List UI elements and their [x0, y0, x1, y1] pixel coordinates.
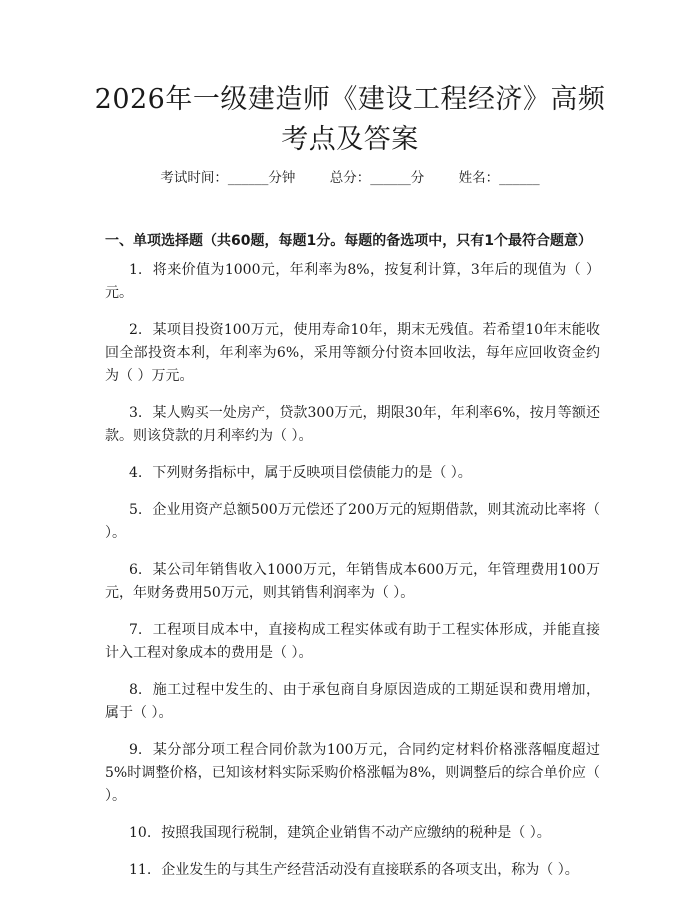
exam-time-label: 考试时间： — [160, 170, 228, 186]
question-text: 工程项目成本中，直接构成工程实体或有助于工程实体形成，并能直接计入工程对象成本的费用是（ ）。 — [105, 622, 600, 661]
question-item — [105, 822, 600, 845]
question-item — [105, 499, 600, 545]
question-item — [105, 859, 600, 882]
question-text: 将来价值为1000元，年利率为8%，按复利计算，3年后的现值为（ ）元。 — [105, 262, 600, 301]
question-number: 9. — [129, 742, 143, 758]
question-number: 2. — [129, 322, 143, 338]
question-item — [105, 319, 600, 388]
document-title: 2026年一级建造师《建设工程经济》高频考点及答案 — [94, 84, 606, 155]
question-number: 11. — [129, 862, 152, 878]
question-number: 1. — [129, 262, 143, 278]
question-number: 8. — [129, 682, 143, 698]
question-text: 某公司年销售收入1000万元，年销售成本600万元，年管理费用100万元，年财务费用50万元，则其销售利润率为（ ）。 — [105, 562, 600, 601]
exam-time-unit: 分钟 — [268, 170, 296, 186]
question-item — [105, 462, 600, 485]
question-text: 某分部分项工程合同价款为100万元，合同约定材料价格涨落幅度超过5%时调整价格，已知该材料实际采购价格涨幅为8%，则调整后的综合单价应（ ）。 — [105, 742, 600, 804]
question-text: 企业发生的与其生产经营活动没有直接联系的各项支出，称为（ ）。 — [161, 862, 579, 878]
question-number: 6. — [129, 562, 143, 578]
question-item — [105, 739, 600, 808]
question-item — [105, 402, 600, 448]
question-item — [105, 679, 600, 725]
question-text: 按照我国现行税制，建筑企业销售不动产应缴纳的税种是（ ）。 — [161, 825, 551, 841]
total-score-unit: 分 — [410, 170, 425, 186]
total-score-blank: ______ — [370, 170, 411, 186]
section-heading: 一、单项选择题（共60题，每题1分。每题的备选项中，只有1个最符合题意） — [105, 233, 592, 249]
student-name-label: 姓名： — [458, 170, 500, 186]
exam-info-line — [0, 168, 700, 188]
question-item — [105, 559, 600, 605]
question-number: 7. — [129, 622, 143, 638]
question-text: 下列财务指标中，属于反映项目偿债能力的是（ ）。 — [152, 465, 472, 481]
question-number: 10. — [129, 825, 152, 841]
question-item — [105, 619, 600, 665]
question-list — [105, 259, 600, 896]
question-number: 5. — [129, 502, 143, 518]
question-text: 某人购买一处房产，贷款300万元，期限30年，年利率6%，按月等额还款。则该贷款的月利率约为（ ）。 — [105, 405, 600, 444]
exam-time-blank: ______ — [227, 170, 269, 186]
total-score-label: 总分： — [329, 170, 371, 186]
question-number: 3. — [129, 405, 143, 421]
question-text: 企业用资产总额500万元偿还了200万元的短期借款，则其流动比率将（ ）。 — [105, 502, 600, 541]
student-name-blank: ______ — [499, 170, 540, 186]
question-text: 某项目投资100万元，使用寿命10年，期末无残值。若希望10年末能收回全部投资本利，年利率为6%，采用等额分付资本回收法，每年应回收资金约为（ ）万元。 — [105, 322, 600, 384]
question-text: 施工过程中发生的、由于承包商自身原因造成的工期延误和费用增加，属于（ ）。 — [105, 682, 600, 721]
question-item — [105, 259, 600, 305]
question-number: 4. — [129, 465, 143, 481]
